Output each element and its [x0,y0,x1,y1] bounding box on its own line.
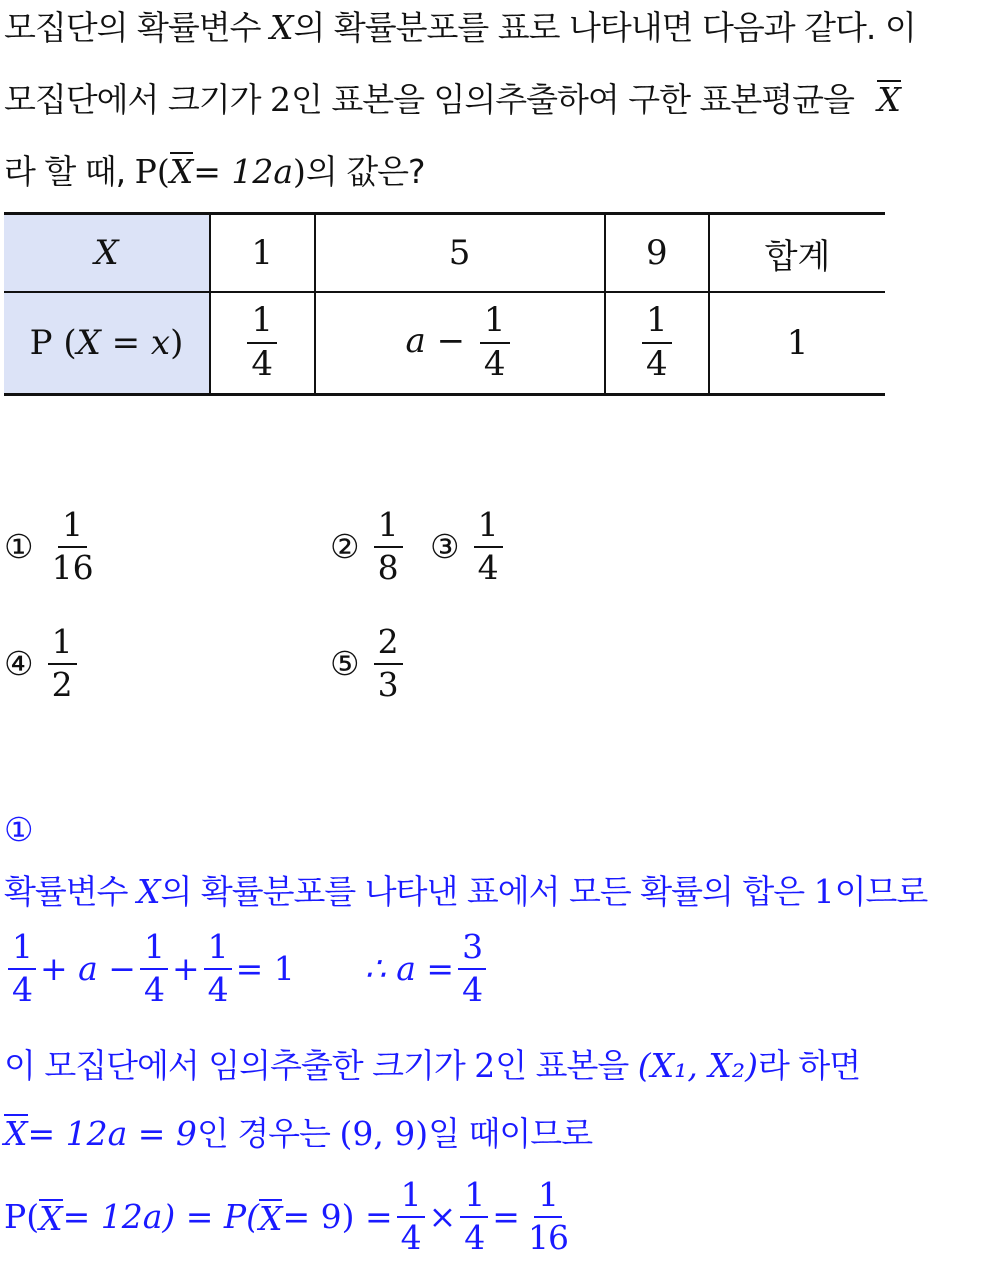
sample-mean-symbol: X [169,152,194,191]
question-line-3: 라 할 때, P(X= 12a)의 값은? [4,152,425,191]
question-text: 라 할 때, [4,152,126,191]
fraction: $\frac{1}{4}$ [460,1178,488,1255]
choice-1[interactable]: ① $\frac{1}{16}$ [4,508,102,585]
table-header-cell: 9 [605,214,710,293]
fraction: $\frac{1}{16}$ [51,505,94,587]
answer-mark: ① [4,810,33,849]
question-text: 모집단에서 크기가 [4,80,261,119]
solution-equation-1: $\frac{1}{4}$ + a − $\frac{1}{4}$ + $\frac{1}{4}$ = 1 ∴ a = $\frac{3}{4}$ [4,930,490,1007]
variable-x: X [270,8,294,47]
table-cell: a − $\frac{1}{4}$ [315,292,605,395]
fraction: $\frac{1}{4}$ [480,303,510,382]
table-header-row [4,214,885,293]
question-text: 의 값은? [305,152,425,191]
table-cell [605,292,710,395]
fraction: $\frac{1}{4}$ [247,303,277,382]
solution-line-3: 이 모집단에서 임의추출한 크기가 2인 표본을 (X₁, X₂)라 하면 [4,1046,861,1085]
table-row-label: P (X = x) [4,292,210,395]
table-header-cell: 5 [315,214,605,293]
choice-2[interactable]: ② $\frac{1}{8}$ [330,508,407,585]
fraction: $\frac{1}{4}$ [204,930,232,1007]
fraction: $\frac{2}{3}$ [374,625,403,702]
table-cell [210,292,315,395]
fraction: $\frac{1}{2}$ [48,625,77,702]
sample-size: 2 [270,80,292,119]
fraction: $\frac{1}{8}$ [374,508,403,585]
sample-mean-symbol: X [877,80,901,119]
prob-symbol: P [134,152,157,191]
table-header-cell: 1 [210,214,315,293]
probability-distribution-table [4,212,885,396]
fraction: $\frac{1}{4}$ [474,508,503,585]
choice-5[interactable]: ⑤ $\frac{2}{3}$ [330,625,407,702]
table-cell: 1 [709,292,885,395]
condition-expr: = 12a [193,152,294,191]
choice-4[interactable]: ④ $\frac{1}{2}$ [4,625,81,702]
table-header-cell: X [4,214,210,293]
question-text: 의 확률분포를 표로 나타내면 다음과 같다. 이 [293,8,916,47]
table-header-cell: 합계 [709,214,885,293]
fraction: $\frac{1}{4}$ [140,930,168,1007]
fraction: $\frac{3}{4}$ [458,930,486,1007]
solution-equation-2: P( X = 12a) = P( X = 9) = $\frac{1}{4}$ × $\frac{1}{4}$ = $\frac{1}{16}$ [4,1178,576,1255]
question-text: 인 표본을 임의추출하여 구한 표본평균을 [291,80,854,119]
solution-line-1: 확률변수 X의 확률분포를 나타낸 표에서 모든 확률의 합은 1이므로 [4,872,928,911]
fraction: $\frac{1}{4}$ [397,1178,425,1255]
table-prob-row [4,292,885,395]
choice-3[interactable]: ③ $\frac{1}{4}$ [430,508,507,585]
fraction: $\frac{1}{4}$ [8,930,36,1007]
fraction: $\frac{1}{4}$ [642,303,672,382]
solution-line-4: X= 12a = 9인 경우는 (9, 9)일 때이므로 [4,1114,593,1153]
question-line-2 [4,74,901,121]
question-line-1 [4,2,916,49]
question-text: 모집단의 확률변수 [4,8,261,47]
fraction: $\frac{1}{16}$ [527,1175,568,1257]
